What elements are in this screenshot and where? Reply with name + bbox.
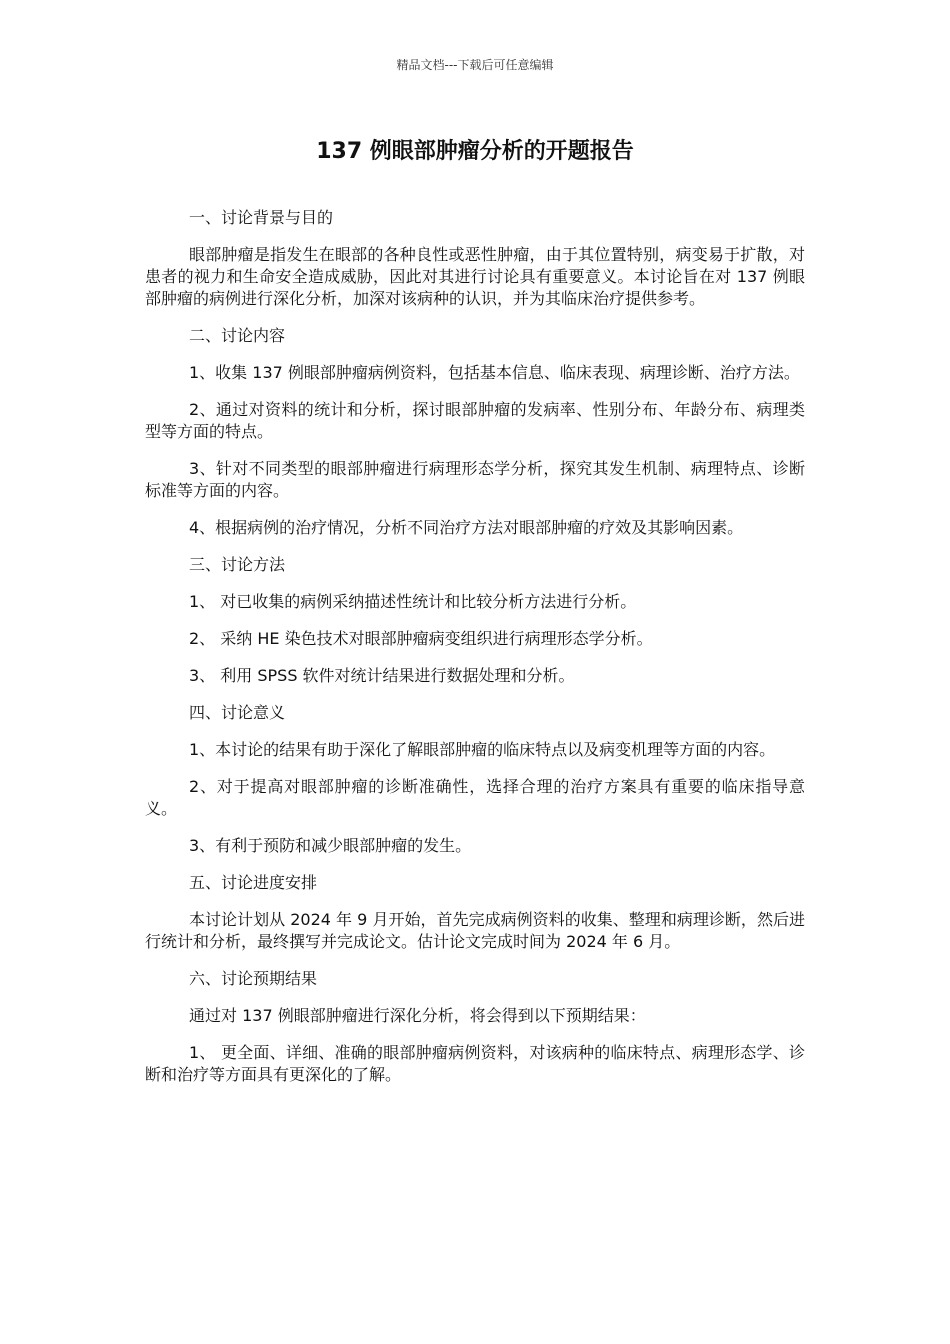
list-item-method-3: 3、 利用 SPSS 软件对统计结果进行数据处理和分析。: [189, 666, 575, 685]
list-item-significance-2: 2、对于提高对眼部肿瘤的诊断准确性，选择合理的治疗方案具有重要的临床指导意义。: [145, 777, 805, 818]
section-heading-schedule: 五、讨论进度安排: [189, 873, 318, 892]
list-item-method-1: 1、 对已收集的病例采纳描述性统计和比较分析方法进行分析。: [189, 592, 637, 611]
section-heading-expected-results: 六、讨论预期结果: [189, 969, 318, 988]
section-heading-background: 一、讨论背景与目的: [189, 208, 334, 227]
list-item-expected-1: 1、 更全面、详细、准确的眼部肿瘤病例资料，对该病种的临床特点、病理形态学、诊断和治疗等方面具有更深化的了解。: [145, 1043, 805, 1084]
list-item-content-2: 2、通过对资料的统计和分析，探讨眼部肿瘤的发病率、性别分布、年龄分布、病理类型等方面的特点。: [145, 400, 805, 441]
section-heading-methods: 三、讨论方法: [189, 555, 286, 574]
paragraph-schedule: 本讨论计划从 2024 年 9 月开始，首先完成病例资料的收集、整理和病理诊断，然后进行统计和分析，最终撰写并完成论文。估计论文完成时间为 2024 年 6 月。: [145, 910, 805, 951]
header-note: 精品文档---下载后可任意编辑: [396, 58, 554, 72]
list-item-method-2: 2、 采纳 HE 染色技术对眼部肿瘤病变组织进行病理形态学分析。: [189, 629, 653, 648]
paragraph-background: 眼部肿瘤是指发生在眼部的各种良性或恶性肿瘤，由于其位置特别，病变易于扩散，对患者的视力和生命安全造成威胁，因此对其进行讨论具有重要意义。本讨论旨在对 137 例眼部肿瘤的病例进行深化分析，加深对该病种的认识，并为其临床治疗提供参考。: [145, 245, 805, 308]
list-item-content-3: 3、针对不同类型的眼部肿瘤进行病理形态学分析，探究其发生机制、病理特点、诊断标准等方面的内容。: [145, 459, 805, 500]
list-item-content-1: 1、收集 137 例眼部肿瘤病例资料，包括基本信息、临床表现、病理诊断、治疗方法。: [189, 363, 800, 382]
document-title: 137 例眼部肿瘤分析的开题报告: [316, 139, 634, 164]
section-heading-content: 二、讨论内容: [189, 326, 286, 345]
document-body: [145, 207, 805, 1101]
list-item-content-4: 4、根据病例的治疗情况，分析不同治疗方法对眼部肿瘤的疗效及其影响因素。: [189, 518, 744, 537]
section-heading-significance: 四、讨论意义: [189, 703, 286, 722]
list-item-significance-1: 1、本讨论的结果有助于深化了解眼部肿瘤的临床特点以及病变机理等方面的内容。: [189, 740, 776, 759]
list-item-significance-3: 3、有利于预防和减少眼部肿瘤的发生。: [189, 836, 472, 855]
paragraph-expected-intro: 通过对 137 例眼部肿瘤进行深化分析，将会得到以下预期结果：: [189, 1006, 646, 1025]
